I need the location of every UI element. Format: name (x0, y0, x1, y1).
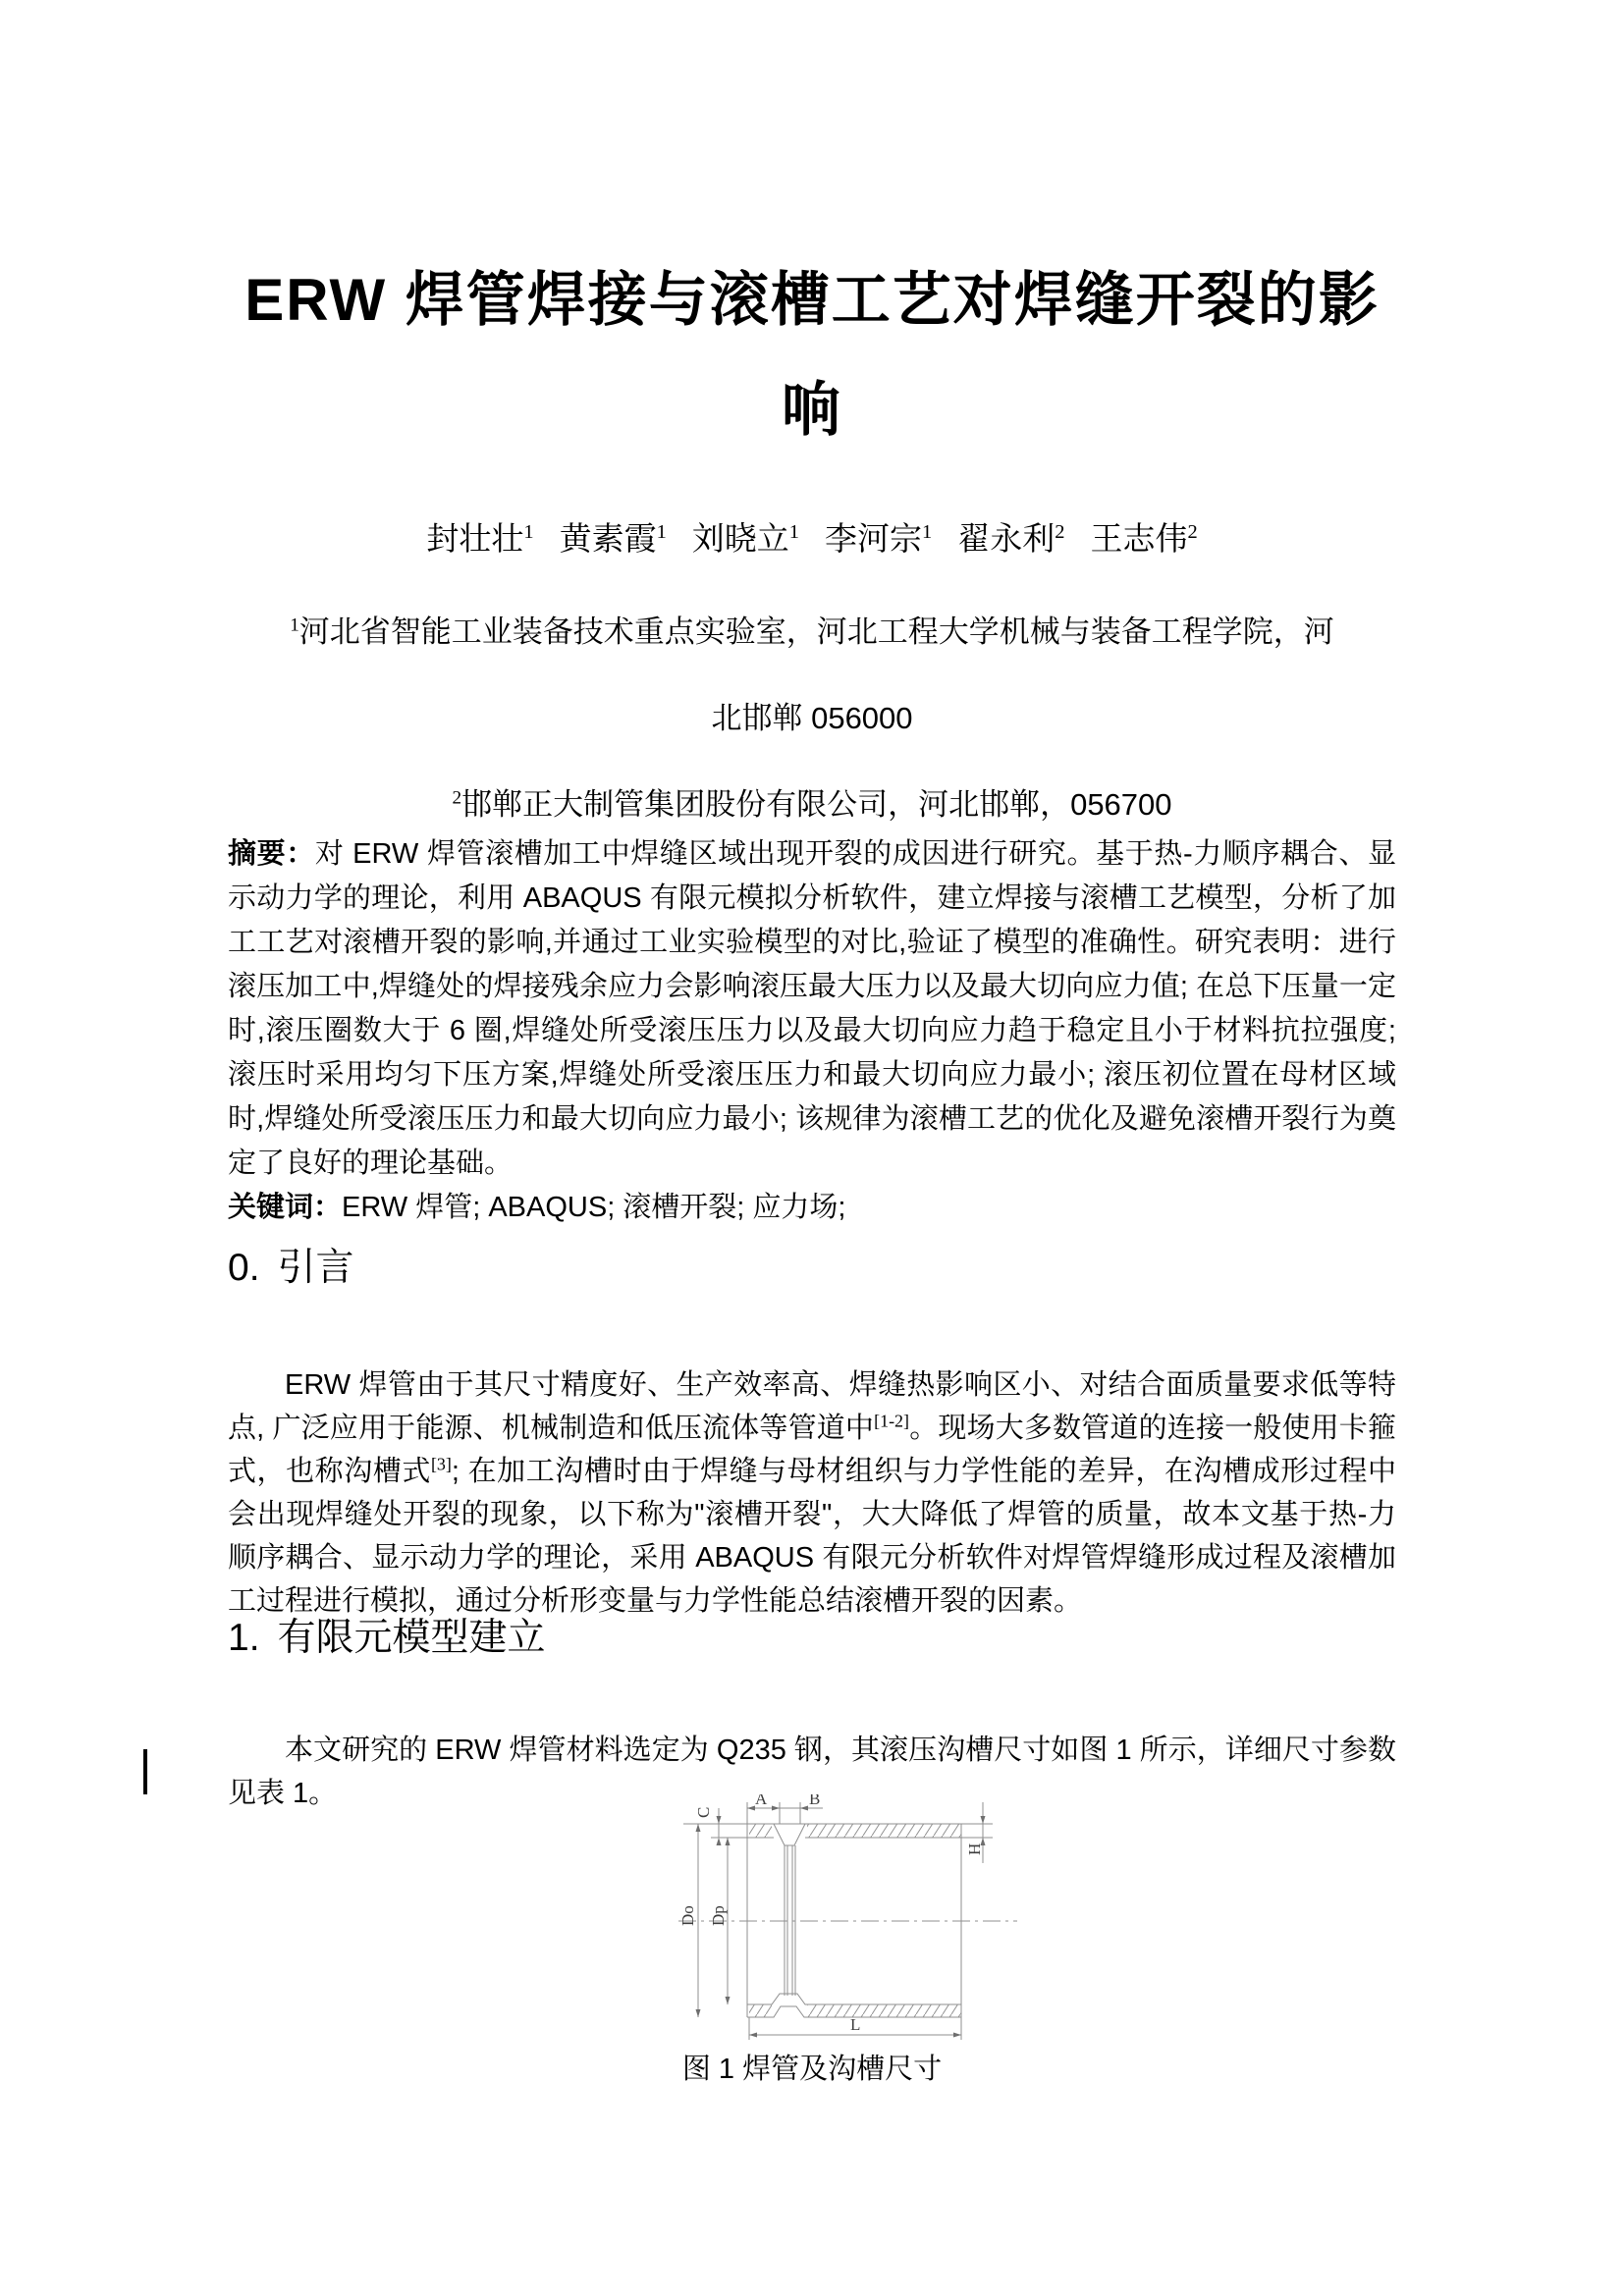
dimension-h (961, 1802, 993, 1863)
dim-label-do: Do (678, 1905, 697, 1926)
affiliation-line: $^2$邯郸正大制管集团股份有限公司，河北邯郸，056700 (452, 787, 1172, 822)
dimension-c (683, 1807, 749, 1845)
citation-superscript: [1-2] (874, 1411, 910, 1431)
dim-label-dp: Dp (709, 1905, 728, 1926)
dimension-dp (709, 1838, 731, 2004)
groove-section (774, 1824, 805, 1996)
dim-label-l: L (850, 2015, 861, 2034)
page-title (228, 245, 1396, 465)
author: 封壮壮$^1$ (426, 520, 534, 557)
figure-1 (624, 1794, 1037, 2042)
affiliations (228, 589, 1396, 848)
author: 刘晓立$^1$ (691, 520, 799, 557)
section-0-number: 0. (228, 1247, 260, 1289)
keywords-text: ERW 焊管; ABAQUS; 滚槽开裂; 应力场; (342, 1192, 846, 1223)
abstract-label: 摘要： (228, 838, 315, 870)
revision-change-bar (143, 1749, 147, 1794)
citation-superscript: [3] (430, 1454, 452, 1474)
section-0-title: 引言 (277, 1247, 354, 1289)
dim-label-b: B (809, 1794, 821, 1808)
abstract-block (228, 832, 1396, 1230)
dimension-l (749, 2015, 961, 2040)
title-line-1: ERW 焊管焊接与滚槽工艺对焊缝开裂的影 (244, 267, 1380, 333)
dim-label-a: A (755, 1794, 768, 1808)
abstract-paragraph (228, 832, 1396, 1186)
authors-line (228, 514, 1396, 563)
affiliation-line: $^1$河北省智能工业装备技术重点实验室，河北工程大学机械与装备工程学院，河 (290, 614, 1334, 649)
section-1-number: 1. (228, 1617, 260, 1659)
intro-paragraph: ERW 焊管由于其尺寸精度好、生产效率高、焊缝热影响区小、对结合面质量要求低等特点, 广泛应用于能源、机械制造和低压流体等管道中[1-2]。现场大多数管道的连接一般使用卡箍式，也称沟槽式[3]; 在加工沟槽时由于焊缝与母材组织与力学性能的差异，在沟槽成形过程中会出现焊缝处开裂的现象，以下称为"滚槽开裂"，大大降低了焊管的质量，故本文基于热-力顺序耦合、显示动力学的理论，采用 ABAQUS 有限元分析软件对焊管焊缝形成过程及滚槽加工过程进行模拟，通过分析形变量与力学性能总结滚槽开裂的因素。 (228, 1369, 1396, 1617)
abstract-text: 对 ERW 焊管滚槽加工中焊缝区域出现开裂的成因进行研究。基于热-力顺序耦合、显示动力学的理论，利用 ABAQUS 有限元模拟分析软件，建立焊接与滚槽工艺模型，分析了加工工艺对滚槽开裂的影响,并通过工业实验模型的对比,验证了模型的准确性。研究表明：进行滚压加工中,焊缝处的焊接残余应力会影响滚压最大压力以及最大切向应力值; 在总下压量一定时,滚压圈数大于 6 圈,焊缝处所受滚压压力以及最大切向应力趋于稳定且小于材料抗拉强度; 滚压时采用均匀下压方案,焊缝处所受滚压压力和最大切向应力最小; 滚压初位置在母材区域时,焊缝处所受滚压压力和最大切向应力最小; 该规律为滚槽工艺的优化及避免滚槽开裂行为奠定了良好的理论基础。 (228, 838, 1396, 1179)
section-1-paragraph: 本文研究的 ERW 焊管材料选定为 Q235 钢，其滚压沟槽尺寸如图 1 所示，详细尺寸参数见表 1。 (228, 1735, 1396, 1809)
author: 翟永利$^2$ (957, 520, 1065, 557)
dimension-a-b (747, 1794, 823, 1824)
author: 王志伟$^2$ (1090, 520, 1198, 557)
section-heading-0 (228, 1242, 1396, 1295)
author: 李河宗$^1$ (825, 520, 933, 557)
figure-1-drawing (624, 1794, 1037, 2042)
dim-label-c: C (694, 1806, 713, 1818)
keywords-line (228, 1186, 1396, 1230)
figure-1-caption: 图 1 焊管及沟槽尺寸 (681, 2054, 943, 2085)
dim-label-h: H (965, 1842, 984, 1855)
pipe-bottom-wall (747, 1994, 961, 2017)
dimension-do (678, 1824, 701, 2017)
author: 黄素霞$^1$ (559, 520, 667, 557)
section-heading-1 (228, 1612, 1396, 1665)
affiliation-line: 北邯郸 056000 (711, 701, 913, 735)
section-1-title: 有限元模型建立 (277, 1617, 546, 1659)
keywords-label: 关键词： (228, 1192, 343, 1223)
title-line-2: 响 (782, 377, 842, 443)
